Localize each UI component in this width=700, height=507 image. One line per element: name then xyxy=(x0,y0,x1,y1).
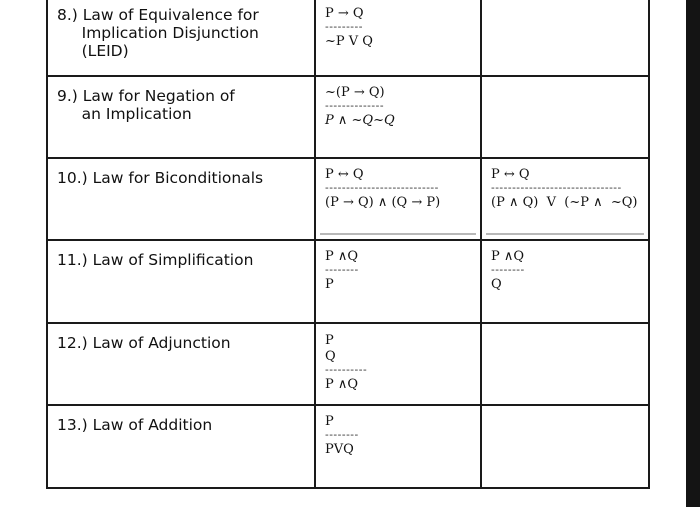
law-name-cell xyxy=(47,405,315,488)
separator-dashes: -------- xyxy=(325,428,359,441)
formula-cell xyxy=(315,240,481,323)
formula-cell-empty xyxy=(481,405,649,488)
formula-cell xyxy=(315,76,481,158)
table-row xyxy=(47,0,649,76)
formula-cell xyxy=(481,240,649,323)
answer-underline xyxy=(320,233,476,235)
formula-cell-empty xyxy=(481,0,649,76)
law-name: 11.) Law of Simplification xyxy=(57,251,254,269)
table-row xyxy=(47,323,649,405)
formula xyxy=(316,77,480,129)
separator-dashes: --------------------------- xyxy=(325,181,439,194)
formula xyxy=(482,241,648,293)
law-name: 13.) Law of Addition xyxy=(57,416,213,434)
formula-cell xyxy=(315,0,481,76)
law-name: 12.) Law of Adjunction xyxy=(57,334,231,352)
law-name: 10.) Law for Biconditionals xyxy=(57,169,264,187)
formula xyxy=(316,159,480,211)
premise: P ∧Q xyxy=(491,249,525,264)
formula xyxy=(316,406,480,458)
table-row xyxy=(47,76,649,158)
separator-dashes: ---------- xyxy=(325,363,368,376)
laws-of-inference-table xyxy=(46,0,650,489)
formula-cell xyxy=(481,158,649,240)
separator-dashes: -------- xyxy=(325,263,359,276)
conclusion: P ∧Q xyxy=(325,377,359,392)
answer-underline xyxy=(486,233,644,235)
formula xyxy=(482,159,648,211)
conclusion: ~P V Q xyxy=(325,34,373,49)
premise: P ↔ Q xyxy=(325,167,364,182)
premise: P → Q xyxy=(325,6,364,21)
separator-dashes: -------- xyxy=(491,263,525,276)
formula-cell xyxy=(315,405,481,488)
law-name: 9.) Law for Negation of an Implication xyxy=(57,87,235,123)
separator-dashes: ------------------------------- xyxy=(491,181,622,194)
law-name-cell xyxy=(47,76,315,158)
table-row xyxy=(47,240,649,323)
conclusion: PVQ xyxy=(325,442,354,457)
conclusion: (P ∧ Q) V (~P ∧ ~Q) xyxy=(491,195,638,210)
table-row xyxy=(47,405,649,488)
formula xyxy=(316,0,480,50)
law-name-cell xyxy=(47,323,315,405)
law-name: 8.) Law of Equivalence for Implication Disjunction (LEID) xyxy=(57,6,259,60)
conclusion: (P → Q) ∧ (Q → P) xyxy=(325,195,441,210)
formula-cell xyxy=(315,158,481,240)
separator-dashes: -------------- xyxy=(325,99,385,112)
premise: P ↔ Q xyxy=(491,167,530,182)
conclusion: P ∧ ~Q~Q xyxy=(325,113,395,128)
separator-dashes: --------- xyxy=(325,20,363,33)
formula xyxy=(316,241,480,293)
premise-1: P xyxy=(325,333,334,348)
premise: P ∧Q xyxy=(325,249,359,264)
formula-cell-empty xyxy=(481,323,649,405)
premise: ~(P → Q) xyxy=(325,85,385,100)
formula-cell xyxy=(315,323,481,405)
formula xyxy=(316,324,480,393)
conclusion: P xyxy=(325,277,334,292)
law-name-cell xyxy=(47,158,315,240)
law-name-cell xyxy=(47,240,315,323)
premise-2: Q xyxy=(325,349,336,364)
table-row xyxy=(47,158,649,240)
conclusion: Q xyxy=(491,277,502,292)
window-edge-bar xyxy=(686,0,700,507)
law-name-cell xyxy=(47,0,315,76)
formula-cell-empty xyxy=(481,76,649,158)
premise: P xyxy=(325,414,334,429)
